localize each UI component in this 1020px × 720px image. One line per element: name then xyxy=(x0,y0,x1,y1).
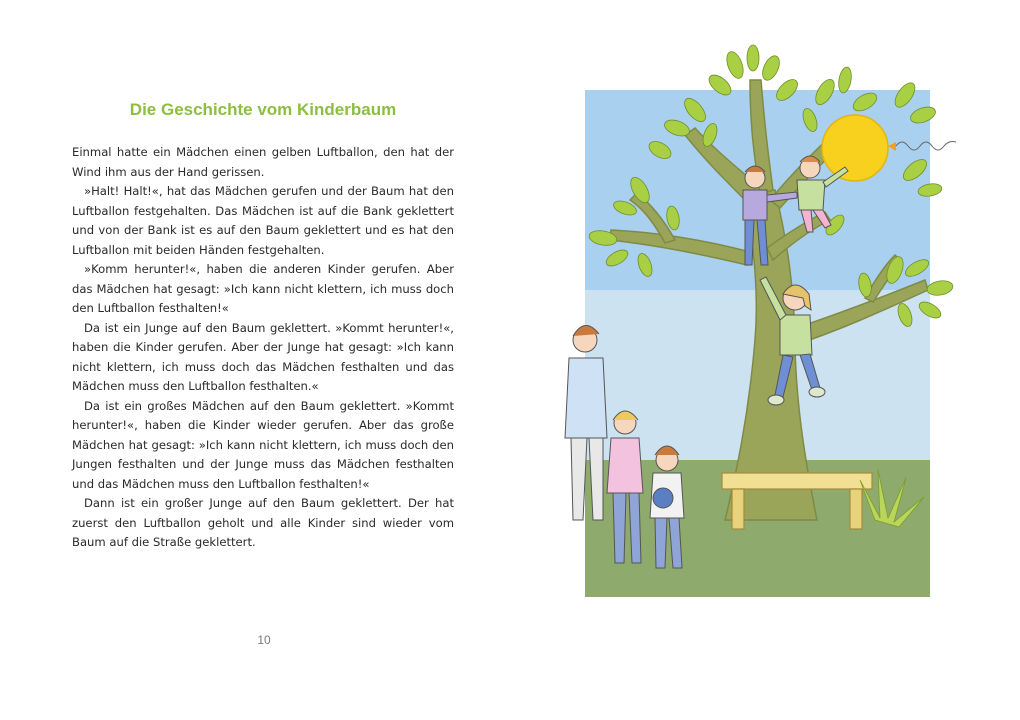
page-number: 10 xyxy=(257,633,271,647)
story-paragraph: Einmal hatte ein Mädchen einen gelben Luftballon, den hat der Wind ihm aus der Hand gerissen. xyxy=(72,145,454,179)
story-title: Die Geschichte vom Kinderbaum xyxy=(129,100,397,119)
tree-illustration xyxy=(555,40,975,605)
story-paragraph: Da ist ein großes Mädchen auf den Baum geklettert. »Kommt herunter!«, haben die Kinder wieder gerufen. Aber das große Mädchen hat gesagt: »Ich kann nicht klettern, ich muss doch den Jungen festhalten und der Junge muss das Mädchen festhalten und das Mädchen muss den Luftballon festhalten!« xyxy=(72,398,454,491)
story-text xyxy=(72,143,454,553)
story-paragraph: Dann ist ein großer Junge auf den Baum geklettert. Der hat zuerst den Luftballon geholt und alle Kinder sind wieder vom Baum auf die Straße geklettert. xyxy=(72,496,454,549)
story-paragraph: »Komm herunter!«, haben die anderen Kinder gerufen. Aber das Mädchen hat gesagt: »Ich kann nicht klettern, ich muss doch den Luftballon festhalten!« xyxy=(72,262,454,315)
story-paragraph: Da ist ein Junge auf den Baum geklettert. »Kommt herunter!«, haben die Kinder gerufen. Aber der Junge hat gesagt: »Ich kann nicht klettern, ich muss doch das Mädchen festhalten und das Mädchen muss den Luftballon festhalten.« xyxy=(72,320,454,393)
story-paragraph: »Halt! Halt!«, hat das Mädchen gerufen und der Baum hat den Luftballon festgehalten. Das Mädchen ist auf die Bank geklettert und von der Bank ist es auf den Baum geklettert und es hat den Luftballon mit beiden Händen festgehalten. xyxy=(72,184,454,257)
